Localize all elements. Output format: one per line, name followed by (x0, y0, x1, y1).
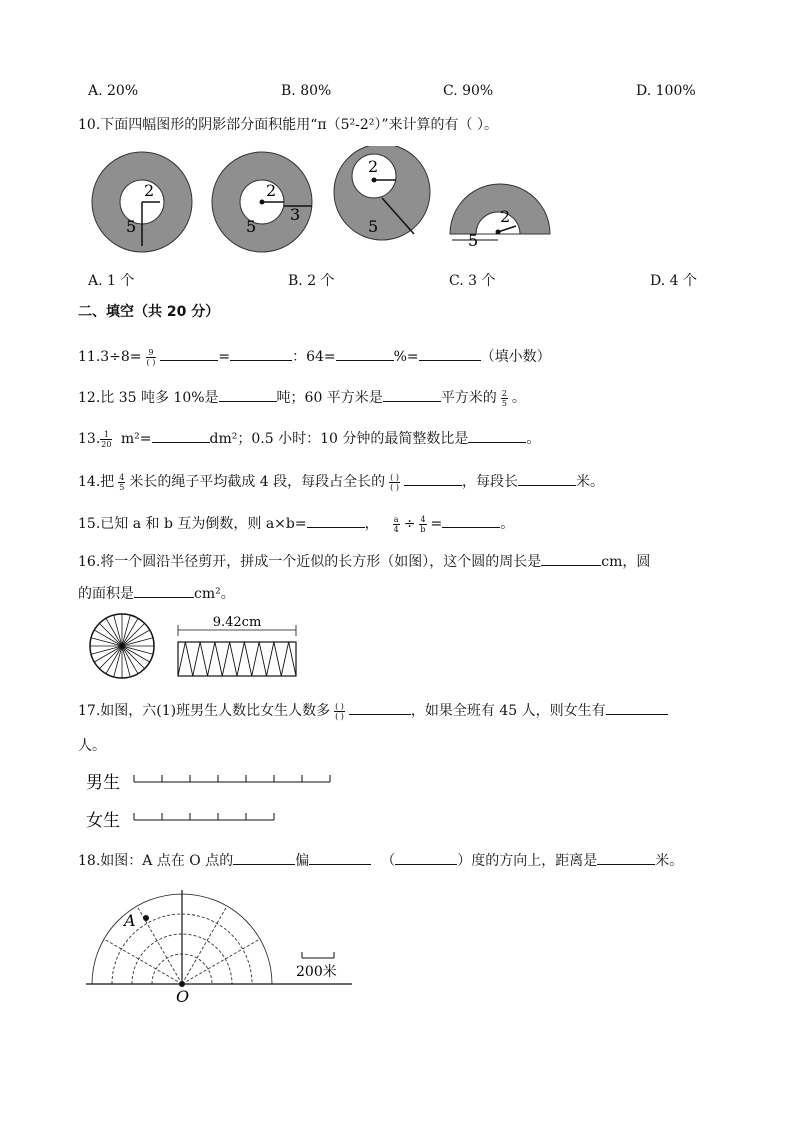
q16-blank-2[interactable] (134, 583, 194, 598)
q12-blank-2[interactable] (383, 387, 441, 402)
girls-label: 女生 (86, 811, 120, 831)
q9-option-c: C. 90% (443, 83, 494, 99)
q16-rect-length: 9.42cm (212, 615, 262, 630)
fig3-small-radius: 2 (368, 157, 379, 176)
fig2-small-radius: 2 (266, 181, 277, 200)
boys-label: 男生 (86, 773, 120, 793)
q12: 12.比 35 吨多 10%是 吨；60 平方米是 平方米的 $\frac{2}{5}$ 。 (78, 388, 526, 408)
q18-blank-4[interactable] (597, 850, 655, 865)
q14-blank-1[interactable] (404, 471, 462, 486)
fig2-large-radius: 5 (246, 217, 257, 236)
q18-blank-2[interactable] (309, 850, 371, 865)
q9-option-a: A. 20% (88, 83, 139, 99)
fig1-large-radius: 5 (126, 217, 137, 236)
q10-figure-1 (92, 152, 192, 252)
q10-figure-3 (334, 146, 430, 240)
fig1-small-radius: 2 (144, 181, 155, 200)
q11-blank-4[interactable] (419, 346, 481, 361)
q17-blank-2[interactable] (606, 700, 668, 715)
q10-option-b: B. 2 个 (288, 273, 335, 289)
q10-option-c: C. 3 个 (449, 273, 496, 289)
q16-figure (86, 608, 306, 684)
q11-blank-2[interactable] (230, 346, 292, 361)
q18-figure (86, 888, 356, 1006)
section-heading: 二、填空（共 20 分） (78, 304, 220, 320)
q16-line-2: 的面积是 cm²。 (78, 583, 235, 603)
q17-figure (86, 768, 346, 836)
q16-line-1: 16.将一个圆沿半径剪开，拼成一个近似的长方形（如图），这个圆的周长是 cm，圆 (78, 551, 650, 571)
q13-blank-1[interactable] (152, 428, 210, 443)
q17-line-2: 人。 (78, 738, 106, 754)
origin-label: O (176, 987, 190, 1006)
q10-question: 10.下面四幅图形的阴影部分面积能用“π（5²-2²）”来计算的有（ ）。 (78, 117, 498, 133)
q18-blank-3[interactable] (395, 850, 457, 865)
fig4-large-radius: 5 (468, 231, 479, 250)
q10-figure-4 (450, 184, 550, 250)
q18-blank-1[interactable] (233, 850, 295, 865)
q11: 11.3÷8= $\frac{9}{( )}$ = ：64= %= （填小数） (78, 347, 551, 367)
q14-blank-2[interactable] (518, 471, 576, 486)
q10-option-a: A. 1 个 (88, 273, 135, 289)
q15-blank-1[interactable] (307, 513, 365, 528)
q15: 15.已知 a 和 b 互为倒数，则 a×b= ， $\frac{a}{4}$ ÷ $\frac{4}{b}$ = 。 (78, 514, 515, 534)
q10-figure-2 (212, 152, 312, 252)
q17-line-1: 17.如图，六(1)班男生人数比女生人数多 $\frac{( )}{( )}$ ，如果全班有 45 人，则女生有 (78, 700, 668, 721)
fig2-gap: 3 (290, 205, 301, 224)
q13: 13. $\frac{1}{20}$ m²= dm²；0.5 小时：10 分钟的最简整数比是 。 (78, 429, 541, 449)
fig3-large-radius: 5 (368, 217, 379, 236)
q10-option-d: D. 4 个 (650, 273, 697, 289)
q14: 14.把 $\frac{4}{5}$ 米长的绳子平均截成 4 段，每段占全长的 $\frac{( )}{( )}$ ，每段长 米。 (78, 472, 604, 492)
point-a-label: A (124, 911, 136, 930)
q11-blank-3[interactable] (336, 346, 394, 361)
scale-label: 200米 (296, 964, 337, 980)
q17-blank-1[interactable] (349, 700, 411, 715)
q18: 18.如图：A 点在 O 点的 偏 （ ）度的方向上，距离是 米。 (78, 850, 683, 870)
q16-blank-1[interactable] (541, 551, 601, 566)
fig4-small-radius: 2 (500, 207, 511, 226)
q12-blank-1[interactable] (219, 387, 277, 402)
q13-blank-2[interactable] (468, 428, 526, 443)
q15-blank-2[interactable] (442, 513, 500, 528)
q11-blank-1[interactable] (160, 346, 218, 361)
q9-option-b: B. 80% (281, 83, 332, 99)
q10-figures (90, 146, 560, 256)
q9-option-d: D. 100% (636, 83, 696, 99)
